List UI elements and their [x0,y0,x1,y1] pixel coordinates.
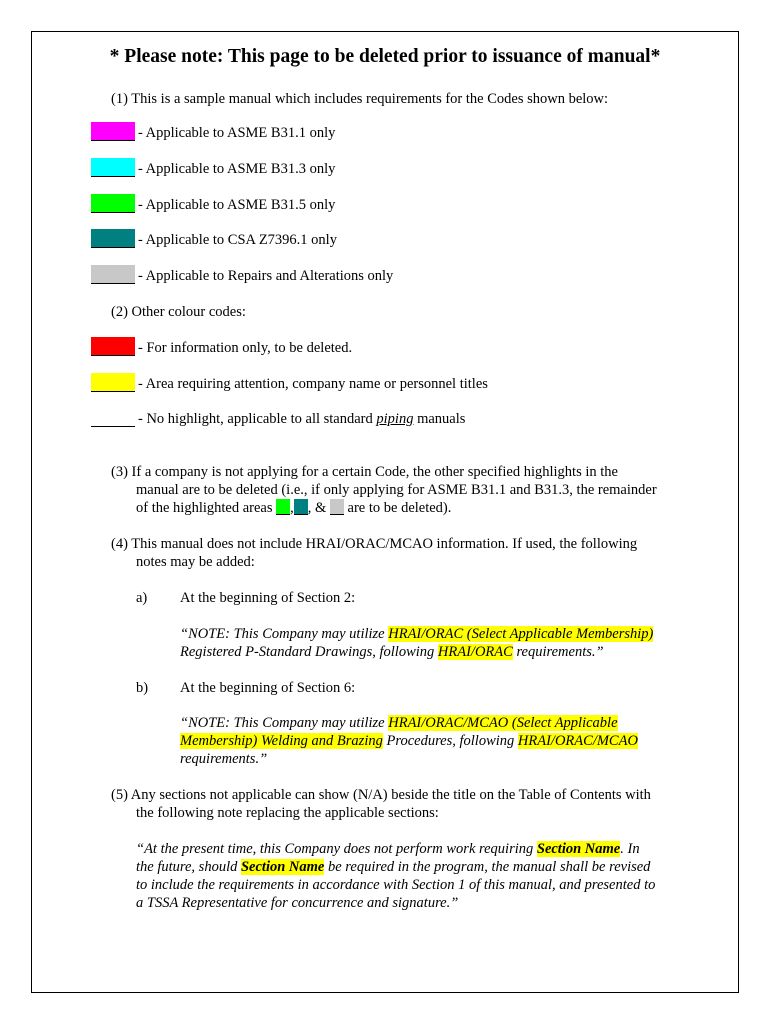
mini-swatch-green [276,499,290,515]
item-4a-quote-2: Registered P-Standard Drawings, following HRAI/ORAC requirements.” [180,644,604,660]
item-4a-label: a) [136,590,148,606]
item-5-quote-2: the future, should Section Name be required in the program, the manual shall be revised [136,859,651,875]
item-4a-quote-1: “NOTE: This Company may utilize HRAI/ORAC (Select Applicable Membership) [180,626,654,642]
item-5-quote-3: to include the requirements in accordance with Section 1 of this manual, and presented to [136,877,656,893]
item-4-line-1: (4) This manual does not include HRAI/ORAC/MCAO information. If used, the following [111,536,638,552]
swatch-red [91,337,135,356]
item-5-line-1: (5) Any sections not applicable can show (N/A) beside the title on the Table of Contents with [111,787,651,803]
swatch-repairs [91,265,135,284]
item-4a-text: At the beginning of Section 2: [180,590,356,606]
item-4-line-2: notes may be added: [136,554,255,570]
item-4b-text: At the beginning of Section 6: [180,680,356,696]
item-3-line-2: manual are to be deleted (i.e., if only applying for ASME B31.1 and B31.3, the remainder [136,482,657,498]
item-5-quote-4: a TSSA Representative for concurrence and signature.” [136,895,459,911]
item-1-text: (1) This is a sample manual which includes requirements for the Codes shown below: [111,91,609,107]
legend-red: - For information only, to be deleted. [138,340,353,356]
mini-swatch-teal [294,499,308,515]
item-2-text: (2) Other colour codes: [111,304,246,320]
legend-repairs: - Applicable to Repairs and Alterations only [138,268,394,284]
item-3-line-3: of the highlighted areas , , & are to be deleted). [136,500,452,516]
legend-csa-z7396: - Applicable to CSA Z7396.1 only [138,232,337,248]
legend-none: - No highlight, applicable to all standard piping manuals [138,411,466,427]
item-5-quote-1: “At the present time, this Company does not perform work requiring Section Name. In [136,841,640,857]
swatch-b31-1 [91,122,135,141]
item-4b-label: b) [136,680,149,696]
swatch-b31-5 [91,194,135,213]
swatch-none [91,426,135,427]
swatch-yellow [91,373,135,392]
item-4b-quote-2: Membership) Welding and Brazing Procedures, following HRAI/ORAC/MCAO [180,733,638,749]
item-4b-quote-3: requirements.” [180,751,268,767]
item-3-line-1: (3) If a company is not applying for a certain Code, the other specified highlights in the [111,464,618,480]
legend-b31-5: - Applicable to ASME B31.5 only [138,197,336,213]
item-4b-quote-1: “NOTE: This Company may utilize HRAI/ORAC/MCAO (Select Applicable [180,715,618,731]
legend-b31-1: - Applicable to ASME B31.1 only [138,125,336,141]
legend-yellow: - Area requiring attention, company name or personnel titles [138,376,488,392]
item-5-line-2: the following note replacing the applicable sections: [136,805,439,821]
swatch-csa-z7396 [91,229,135,248]
swatch-b31-3 [91,158,135,177]
legend-b31-3: - Applicable to ASME B31.3 only [138,161,336,177]
mini-swatch-gray [330,499,344,515]
page-title: * Please note: This page to be deleted prior to issuance of manual* [109,46,661,67]
